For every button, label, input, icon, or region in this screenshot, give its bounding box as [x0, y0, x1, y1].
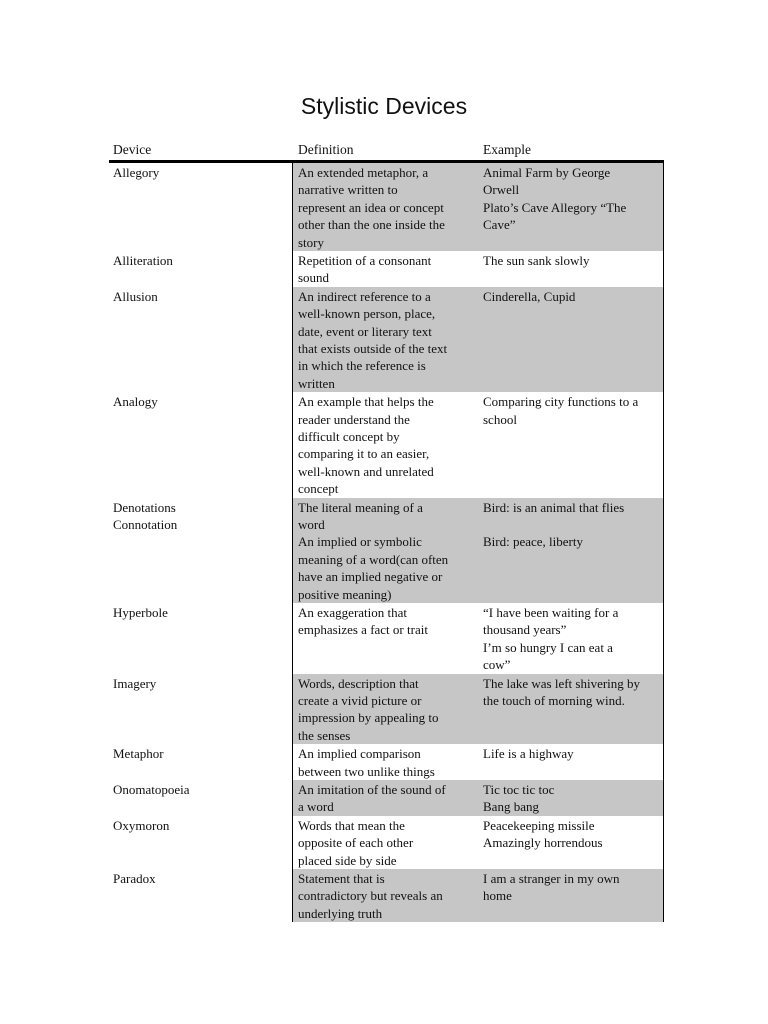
definition-cell-line: written [298, 375, 335, 391]
column-divider [292, 287, 293, 392]
definition-cell-line: Words, description that [298, 675, 419, 691]
column-divider [292, 498, 293, 603]
device-cell [113, 288, 158, 305]
column-divider [292, 816, 293, 869]
device-cell [113, 499, 177, 534]
example-cell [483, 781, 661, 816]
column-divider [292, 674, 293, 745]
table-right-border [663, 744, 664, 780]
example-cell-line: thousand years” [483, 622, 567, 638]
table-row [109, 287, 664, 392]
definition-cell-line: concept [298, 481, 339, 497]
example-cell-line: The sun sank slowly [483, 253, 590, 268]
column-header-example: Example [483, 142, 531, 157]
table-header [109, 142, 664, 160]
example-cell [483, 164, 661, 234]
table-row [109, 816, 664, 869]
example-cell-line: Bird: peace, liberty [483, 534, 583, 550]
definition-cell-line: Words that mean the [298, 817, 405, 833]
column-divider [292, 869, 293, 922]
column-divider [292, 163, 293, 251]
definition-cell [298, 164, 478, 251]
definition-cell-line: between two unlike things [298, 763, 435, 779]
definition-cell-line: An imitation of the sound of [298, 781, 446, 797]
definition-cell-line: word [298, 516, 325, 532]
definition-cell-line: in which the reference is [298, 358, 426, 374]
definition-cell-line: underlying truth [298, 905, 383, 921]
device-cell [113, 252, 173, 269]
table-row [109, 869, 664, 922]
example-cell [483, 393, 661, 428]
example-cell-line: Comparing city functions to a [483, 394, 639, 410]
table-row [109, 163, 664, 251]
example-cell [483, 745, 661, 762]
definition-cell-line: placed side by side [298, 852, 397, 868]
definition-cell-line: have an implied negative or [298, 569, 443, 585]
definition-cell [298, 781, 478, 816]
device-cell [113, 870, 156, 887]
table-row [109, 392, 664, 497]
table-right-border [663, 251, 664, 287]
device-cell-line: Allusion [113, 288, 158, 304]
device-cell [113, 604, 168, 621]
column-header-device: Device [113, 142, 152, 157]
example-cell-line: Cave” [483, 217, 516, 233]
definition-cell-line: the senses [298, 727, 351, 743]
definition-cell [298, 675, 478, 745]
definition-cell [298, 393, 478, 497]
example-cell-line: school [483, 411, 517, 427]
device-cell-line: Hyperbole [113, 604, 168, 620]
definition-cell-line: An implied comparison [298, 746, 421, 762]
example-cell-line: “I have been waiting for a [483, 604, 619, 620]
definition-cell-line: An example that helps the [298, 394, 434, 410]
definition-cell-line: well-known person, place, [298, 306, 436, 322]
table-right-border [663, 869, 664, 922]
definition-cell [298, 499, 478, 603]
definition-cell [298, 252, 478, 287]
definition-cell-line: that exists outside of the text [298, 341, 448, 357]
table-right-border [663, 780, 664, 816]
example-cell-line [483, 516, 661, 533]
definition-cell-line: Repetition of a consonant [298, 253, 432, 268]
device-cell-line: Imagery [113, 675, 157, 691]
device-cell [113, 781, 190, 798]
definition-cell-line: emphasizes a fact or trait [298, 622, 428, 638]
table-right-border [663, 603, 664, 674]
devices-table [109, 163, 664, 922]
definition-cell-line: positive meaning) [298, 586, 392, 602]
definition-cell-line: contradictory but reveals an [298, 888, 443, 904]
column-header-definition: Definition [298, 142, 354, 157]
definition-cell-line: create a vivid picture or [298, 692, 422, 708]
device-cell [113, 675, 156, 692]
definition-cell [298, 870, 478, 922]
definition-cell-line: narrative written to [298, 182, 398, 198]
device-cell-line: Denotations [113, 499, 176, 515]
example-cell-line: Bang bang [483, 799, 539, 815]
example-cell [483, 252, 661, 269]
definition-cell-line: An extended metaphor, a [298, 165, 429, 180]
example-cell-line: the touch of morning wind. [483, 692, 625, 708]
definition-cell-line: opposite of each other [298, 835, 414, 851]
column-divider [292, 251, 293, 287]
definition-cell-line: The literal meaning of a [298, 499, 423, 515]
example-cell [483, 499, 661, 551]
example-cell [483, 288, 661, 305]
definition-cell-line: meaning of a word(can often [298, 551, 449, 567]
example-cell [483, 675, 661, 710]
device-cell-line: Allegory [113, 165, 160, 180]
device-cell-line: Paradox [113, 870, 156, 886]
example-cell-line: Amazingly horrendous [483, 835, 603, 851]
table-row [109, 498, 664, 603]
device-cell [113, 393, 158, 410]
device-cell-line: Onomatopoeia [113, 781, 190, 797]
device-cell [113, 164, 159, 181]
table-right-border [663, 498, 664, 603]
example-cell-line: Orwell [483, 182, 520, 198]
device-cell-line: Analogy [113, 394, 158, 410]
device-cell-line: Alliteration [113, 253, 173, 268]
table-right-border [663, 163, 664, 251]
definition-cell-line: An indirect reference to a [298, 288, 431, 304]
table-row [109, 674, 664, 745]
example-cell-line: cow” [483, 657, 511, 673]
device-cell [113, 745, 164, 762]
page-title: Stylistic Devices [300, 93, 468, 119]
definition-cell-line: a word [298, 799, 334, 815]
definition-cell-line: difficult concept by [298, 429, 400, 444]
table-row [109, 251, 664, 287]
example-cell [483, 870, 661, 905]
definition-cell [298, 817, 478, 869]
column-divider [292, 392, 293, 497]
example-cell [483, 817, 661, 852]
table-row [109, 780, 664, 816]
column-divider [292, 744, 293, 780]
definition-cell-line: well-known and unrelated [298, 463, 434, 479]
definition-cell-line: impression by appealing to [298, 710, 439, 726]
device-cell-line: Oxymoron [113, 817, 170, 833]
definition-cell-line: reader understand the [298, 411, 410, 427]
example-cell-line: Animal Farm by George [483, 165, 611, 180]
example-cell-line: Bird: is an animal that flies [483, 499, 625, 515]
example-cell-line: Peacekeeping missile [483, 817, 595, 833]
definition-cell [298, 604, 478, 639]
table-right-border [663, 392, 664, 497]
example-cell-line: Plato’s Cave Allegory “The [483, 199, 627, 215]
definition-cell-line: An implied or symbolic [298, 534, 422, 550]
device-cell [113, 817, 169, 834]
definition-cell [298, 745, 478, 780]
definition-cell-line: comparing it to an easier, [298, 446, 430, 462]
definition-cell-line: Statement that is [298, 870, 385, 886]
definition-cell-line: sound [298, 270, 330, 286]
table-row [109, 603, 664, 674]
example-cell-line: Life is a highway [483, 746, 574, 762]
column-divider [292, 603, 293, 674]
example-cell-line: home [483, 888, 512, 904]
example-cell-line: Tic toc tic toc [483, 781, 555, 797]
table-right-border [663, 816, 664, 869]
example-cell-line: I’m so hungry I can eat a [483, 639, 613, 655]
device-cell-line: Connotation [113, 516, 178, 532]
definition-cell-line: story [298, 234, 324, 250]
example-cell [483, 604, 661, 674]
definition-cell-line: An exaggeration that [298, 604, 408, 620]
example-cell-line: The lake was left shivering by [483, 675, 641, 691]
column-divider [292, 780, 293, 816]
table-row [109, 744, 664, 780]
table-right-border [663, 287, 664, 392]
definition-cell [298, 288, 478, 392]
example-cell-line: Cinderella, Cupid [483, 288, 576, 304]
definition-cell-line: date, event or literary text [298, 323, 432, 339]
example-cell-line: I am a stranger in my own [483, 870, 620, 886]
device-cell-line: Metaphor [113, 746, 164, 762]
definition-cell-line: represent an idea or concept [298, 199, 444, 215]
table-right-border [663, 674, 664, 745]
definition-cell-line: other than the one inside the [298, 217, 445, 233]
